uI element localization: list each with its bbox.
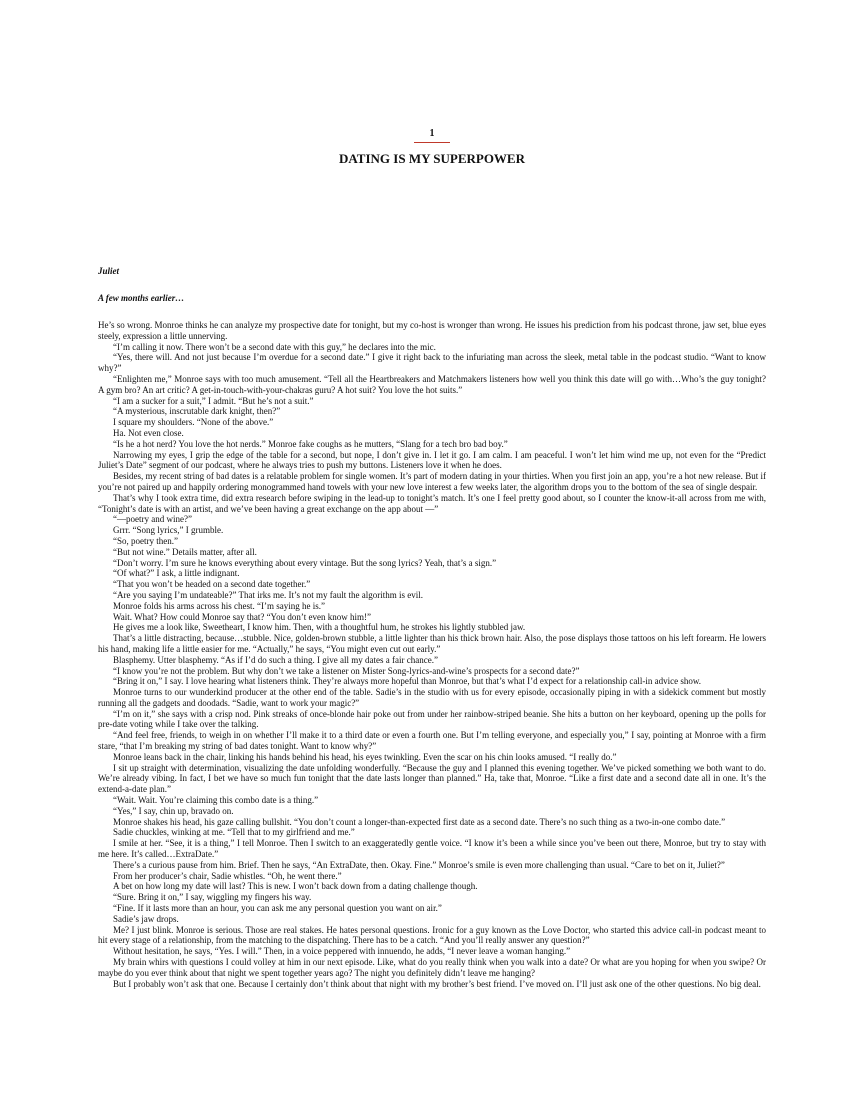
- body-paragraph: Ha. Not even close.: [113, 427, 184, 438]
- body-paragraph: Monroe turns to our wunderkind producer at the other end of the table. Sadie’s in the studio with us for every episode, occasionally piping in with a sidekick comment but mostly running all the gadgets and doodads. “Sadie, want to work your magic?”: [98, 687, 766, 708]
- body-paragraph: “A mysterious, inscrutable dark knight, then?”: [113, 406, 281, 417]
- chapter-divider: [414, 142, 450, 143]
- body-paragraph: “Yes, there will. And not just because I’m overdue for a second date.” I give it right back to the infuriating man across the sleek, metal table in the podcast studio. “Want to know why?”: [98, 352, 766, 374]
- body-paragraph: “Bring it on,” I say. I love hearing what listeners think. They’re always more hopeful than Monroe, but that’s what I’d expect for a relationship call-in advice show.: [113, 676, 701, 687]
- body-paragraph: “I know you’re not the problem. But why don’t we take a listener on Mister Song-lyrics-and-wine’s prospects for a second date?”: [113, 665, 580, 676]
- body-paragraph: A bet on how long my date will last? This is new. I won’t back down from a dating challenge though.: [113, 881, 478, 892]
- body-paragraph: “Wait. Wait. You’re claiming this combo date is a thing.”: [113, 795, 319, 806]
- body-paragraph: I square my shoulders. “None of the above.”: [113, 417, 274, 428]
- body-paragraph: Blasphemy. Utter blasphemy. “As if I’d do such a thing. I give all my dates a fair chance.”: [113, 654, 438, 665]
- body-paragraph: Monroe leans back in the chair, linking his hands behind his head, his eyes twinkling. Even the scar on his chin looks amused. “I really do.”: [113, 751, 617, 762]
- body-paragraph: Monroe shakes his head, his gaze calling bullshit. “You don’t count a longer-than-expected first date as a second date. There’s no such thing as a two-in-one combo date.”: [113, 816, 726, 827]
- body-paragraph: Wait. What? How could Monroe say that? “You don’t even know him!”: [113, 611, 371, 622]
- body-paragraph: From her producer’s chair, Sadie whistles. “Oh, he went there.”: [113, 870, 342, 881]
- body-paragraph: “Is he a hot nerd? You love the hot nerds.” Monroe fake coughs as he mutters, “Slang for a tech bro bad boy.”: [113, 438, 508, 449]
- body-paragraph: “Enlighten me,” Monroe says with too much amusement. “Tell all the Heartbreakers and Matchmakers listeners how well you think this date will go with…Who’s the guy tonight? A gym bro? An art critic? A get-in-touch-with-your-chakras guru? A hot suit? You love the hot suits.”: [98, 373, 766, 395]
- body-paragraph: But I probably won’t ask that one. Because I certainly don’t think about that night with my brother’s best friend. I’ve moved on. I’ll just ask one of the other questions. No big deal.: [113, 978, 761, 989]
- body-paragraph: That’s a little distracting, because…stubble. Nice, golden-brown stubble, a little lighter than his thick brown hair. Also, the pose displays those tattoos on his left forearm. He lowers his hand, making life a little easier for me. “Actually,” he says, “You might even cut out early.”: [98, 633, 766, 654]
- body-paragraph: “And feel free, friends, to weigh in on whether I’ll make it to a third date or even a fourth one. But I’m telling everyone, and especially you,” I say, pointing at Monroe with a firm stare, “that I’m breaking my string of bad dates tonight. Want to know why?”: [98, 730, 766, 752]
- body-paragraph: That’s why I took extra time, did extra research before swiping in the lead-up to tonight’s match. It’s one I feel pretty good about, so I counter the know-it-all across from me with, “Tonight’s date is with an artist, and we’ve been having a great exchange on the app about —”: [98, 492, 766, 514]
- body-paragraph: “I’m on it,” she says with a crisp nod. Pink streaks of once-blonde hair poke out from under her rainbow-striped beanie. She hits a button on her keyboard, opening up the polls for pre-date voting while I take over the talking.: [98, 708, 766, 730]
- body-paragraph: He’s so wrong. Monroe thinks he can analyze my prospective date for tonight, but my co-host is wronger than wrong. He issues his prediction from his podcast throne, jaw set, blue eyes steely, expression a little unnerving.: [98, 320, 766, 341]
- scene-timestamp: A few months earlier…: [98, 293, 185, 303]
- chapter-number: 1: [429, 128, 435, 139]
- body-paragraph: “Yes,” I say, chin up, bravado on.: [113, 805, 234, 816]
- body-paragraph: “So, poetry then.”: [113, 535, 178, 546]
- chapter-title: DATING IS MY SUPERPOWER: [339, 151, 525, 166]
- body-paragraph: “Fine. If it lasts more than an hour, you can ask me any personal question you want on air.”: [113, 903, 442, 914]
- body-paragraph: “Of what?” I ask, a little indignant.: [113, 568, 240, 579]
- body-paragraph: My brain whirs with questions I could volley at him in our next episode. Like, what do you really think when you walk into a date? Or what are you hoping for when you swipe? Or maybe do you ever think about that night we spent together years ago? The night you definitely didn’t leave me hanging?: [98, 957, 766, 978]
- body-paragraph: “I’m calling it now. There won’t be a second date with this guy,” he declares into the mic.: [113, 341, 436, 352]
- body-paragraph: “Don’t worry. I’m sure he knows everything about every vintage. But the song lyrics? Yeah, that’s a sign.”: [113, 557, 497, 568]
- body-paragraph: I smile at her. “See, it is a thing,” I tell Monroe. Then I switch to an exaggeratedly gentle voice. “I know it’s been a while since you’ve been out there, Monroe, but try to stay with me here. It’s called…ExtraDate.”: [98, 838, 766, 860]
- body-paragraph: “I am a sucker for a suit,” I admit. “But he’s not a suit.”: [113, 395, 314, 406]
- body-paragraph: Besides, my recent string of bad dates is a relatable problem for single women. It’s part of modern dating in your thirties. When you first join an app, you’re a hot new release. But if you’re not paired up and happily ordering monogrammed hand towels with your new love interest a few weeks later, the algorithm drops you to the bottom of the sea of single despair.: [98, 471, 766, 492]
- body-paragraph: “—poetry and wine?”: [113, 514, 192, 525]
- body-paragraph: “Sure. Bring it on,” I say, wiggling my fingers his way.: [113, 892, 312, 903]
- body-paragraph: Sadie chuckles, winking at me. “Tell that to my girlfriend and me.”: [113, 827, 355, 838]
- body-paragraph: “That you won’t be headed on a second date together.”: [113, 579, 311, 590]
- body-paragraph: Monroe folds his arms across his chest. “I’m saying he is.”: [113, 600, 325, 611]
- body-paragraph: “But not wine.” Details matter, after all.: [113, 546, 257, 557]
- pov-character: Juliet: [98, 266, 120, 276]
- body-paragraph: Grrr. “Song lyrics,” I grumble.: [113, 525, 224, 536]
- chapter-body: [98, 320, 766, 989]
- body-paragraph: I sit up straight with determination, visualizing the date unfolding wonderfully. “Because the guy and I planned this evening together. We’ve picked something we both want to do. We’re already vibing. In fact, I bet we have so much fun tonight that the date lasts longer than planned.” Ha, take that, Monroe. “Like a first date and a second date all in one. It’s the extend-a-date plan.”: [98, 762, 766, 795]
- body-paragraph: “Are you saying I’m undateable?” That irks me. It’s not my fault the algorithm is evil.: [113, 589, 424, 600]
- body-paragraph: Sadie’s jaw drops.: [113, 913, 179, 924]
- body-paragraph: Without hesitation, he says, “Yes. I will.” Then, in a voice peppered with innuendo, he adds, “I never leave a woman hanging.”: [113, 946, 571, 957]
- body-paragraph: He gives me a look like, Sweetheart, I know him. Then, with a thoughtful hum, he strokes his lightly stubbled jaw.: [113, 622, 526, 633]
- body-paragraph: Narrowing my eyes, I grip the edge of the table for a second, but nope, I don’t give in. I let it go. I am calm. I am peaceful. I won’t let him wind me up, not even for the “Predict Juliet’s Date” segment of our podcast, where he always tries to push my buttons. Listeners love it when he does.: [98, 449, 766, 471]
- body-paragraph: Me? I just blink. Monroe is serious. Those are real stakes. He hates personal questions. Ironic for a guy known as the Love Doctor, who started this advice call-in podcast meant to hit every stage of a relationship, from the matching to the dispatching. There has to be a catch. “And you’ll really answer any question?”: [98, 924, 766, 946]
- body-paragraph: There’s a curious pause from him. Brief. Then he says, “An ExtraDate, then. Okay. Fine.” Monroe’s smile is even more challenging than usual. “Care to bet on it, Juliet?”: [113, 859, 725, 870]
